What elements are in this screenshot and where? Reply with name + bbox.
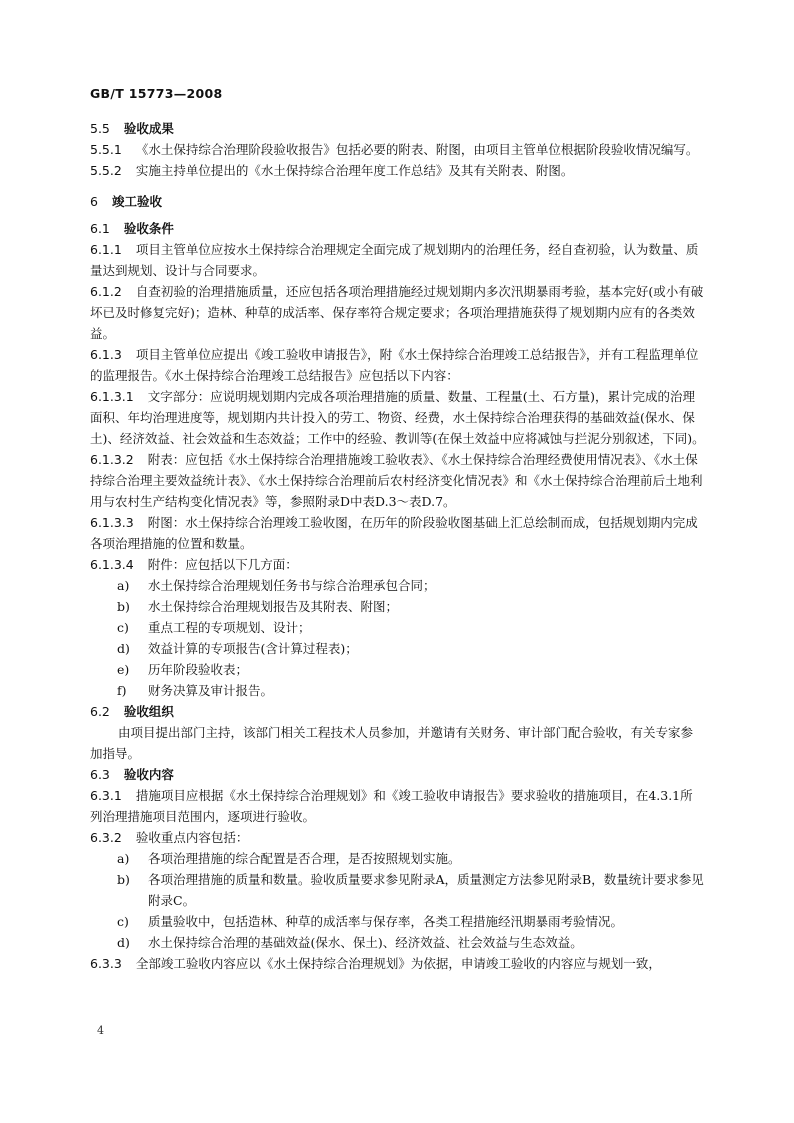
list-item: [90, 575, 705, 596]
clause-paragraph: [90, 281, 705, 344]
body-text: 由项目提出部门主持，该部门相关工程技术人员参加，并邀请有关财务、审计部门配合验收，有关专家参加指导。: [90, 725, 694, 761]
clause-text: 实施主持单位提出的《水土保持综合治理年度工作总结》及其有关附表、附图。: [135, 163, 574, 178]
clause-text: 附件：应包括以下几方面：: [147, 557, 298, 572]
clause-paragraph: [90, 449, 705, 512]
list-item: [90, 932, 705, 953]
list-item-text: 各项治理措施的综合配置是否合理，是否按照规划实施。: [148, 851, 461, 866]
section-number: 6.1: [90, 221, 110, 236]
clause-text: 项目主管单位应按水土保持综合治理规定全面完成了规划期内的治理任务，经自查初验，认为数量、质量达到规划、设计与合同要求。: [90, 242, 699, 278]
clause-text: 验收重点内容包括：: [135, 830, 249, 845]
list-item: [90, 638, 705, 659]
list-item-label: c): [117, 620, 129, 635]
clause-number: 6.1.3: [90, 347, 122, 362]
clause-paragraph: [90, 827, 705, 848]
list-item-label: a): [117, 851, 130, 866]
clause-number: 5.5.2: [90, 163, 122, 178]
list-item-text: 效益计算的专项报告(含计算过程表)；: [148, 641, 358, 656]
clause-number: 6.1.3.4: [90, 557, 134, 572]
section-title: 验收条件: [123, 221, 174, 236]
clause-paragraph: [90, 239, 705, 281]
clause-text: 《水土保持综合治理阶段验收报告》包括必要的附表、附图，由项目主管单位根据阶段验收情况编写。: [135, 142, 699, 157]
list-item: [90, 659, 705, 680]
clause-paragraph: [90, 785, 705, 827]
clause-number: 6.3.2: [90, 830, 122, 845]
clause-paragraph: [90, 386, 705, 449]
clause-number: 6.1.2: [90, 284, 122, 299]
list-item-text: 各项治理措施的质量和数量。验收质量要求参见附录A，质量测定方法参见附录B，数量统计要求参见附录C。: [148, 872, 704, 908]
section-heading: [90, 118, 705, 139]
clause-paragraph: [90, 344, 705, 386]
clause-paragraph: [90, 554, 705, 575]
list-item-text: 重点工程的专项规划、设计；: [148, 620, 311, 635]
page-number: 4: [97, 1024, 104, 1037]
clause-text: 附表：应包括《水土保持综合治理措施竣工验收表》、《水土保持综合治理经费使用情况表》、《水土保持综合治理主要效益统计表》、《水土保持综合治理前后农村经济变化情况表》和《水土保持综合治理前后土地利用与农村生产结构变化情况表》等，参照附录D中表D.3～表D.7。: [90, 452, 703, 509]
clause-number: 6.1.1: [90, 242, 122, 257]
clause-paragraph: [90, 160, 705, 181]
clause-text: 自查初验的治理措施质量，还应包括各项治理措施经过规划期内多次汛期暴雨考验，基本完好(或小有破坏已及时修复完好)；造林、种草的成活率、保存率符合规定要求；各项治理措施获得了规划期内应有的各类效益。: [90, 284, 704, 341]
list-item-label: d): [117, 641, 130, 656]
document-body: [90, 118, 705, 974]
standard-number: GB/T 15773—2008: [90, 86, 223, 101]
section-number: 6.2: [90, 704, 110, 719]
list-item-label: b): [117, 872, 130, 887]
list-item: [90, 680, 705, 701]
list-item: [90, 848, 705, 869]
section-number: 6.3: [90, 767, 110, 782]
clause-paragraph: [90, 953, 705, 974]
section-title: 验收成果: [123, 121, 174, 136]
section-heading: [90, 764, 705, 785]
list-item-text: 水土保持综合治理的基础效益(保水、保土)、经济效益、社会效益与生态效益。: [148, 935, 583, 950]
section-title: 验收内容: [123, 767, 174, 782]
clause-paragraph: [90, 512, 705, 554]
clause-text: 附图：水土保持综合治理竣工验收图，在历年的阶段验收图基础上汇总绘制而成，包括规划期内完成各项治理措施的位置和数量。: [90, 515, 698, 551]
list-item-text: 水土保持综合治理规划任务书与综合治理承包合同；: [148, 578, 436, 593]
section-heading: [90, 191, 705, 212]
list-item: [90, 596, 705, 617]
clause-text: 项目主管单位应提出《竣工验收申请报告》，附《水土保持综合治理竣工总结报告》，并有工程监理单位的监理报告。《水土保持综合治理竣工总结报告》应包括以下内容：: [90, 347, 699, 383]
list-item: [90, 617, 705, 638]
body-paragraph: [90, 722, 705, 764]
section-title: 验收组织: [123, 704, 174, 719]
list-item: [90, 869, 705, 911]
section-heading: [90, 218, 705, 239]
clause-number: 5.5.1: [90, 142, 122, 157]
list-item-label: b): [117, 599, 130, 614]
list-item-label: e): [117, 662, 130, 677]
list-item-text: 质量验收中，包括造林、种草的成活率与保存率，各类工程措施经汛期暴雨考验情况。: [148, 914, 624, 929]
section-heading: [90, 701, 705, 722]
clause-number: 6.1.3.1: [90, 389, 134, 404]
list-item: [90, 911, 705, 932]
clause-number: 6.1.3.3: [90, 515, 134, 530]
clause-text: 措施项目应根据《水土保持综合治理规划》和《竣工验收申请报告》要求验收的措施项目，在4.3.1所列治理措施项目范围内，逐项进行验收。: [90, 788, 693, 824]
clause-number: 6.1.3.2: [90, 452, 134, 467]
list-item-label: a): [117, 578, 130, 593]
clause-paragraph: [90, 139, 705, 160]
list-item-text: 历年阶段验收表；: [148, 662, 249, 677]
list-item-text: 财务决算及审计报告。: [148, 683, 274, 698]
section-number: 6: [90, 194, 98, 209]
list-item-label: d): [117, 935, 130, 950]
list-item-label: c): [117, 914, 129, 929]
list-item-label: f): [117, 683, 127, 698]
clause-text: 全部竣工验收内容应以《水土保持综合治理规划》为依据，申请竣工验收的内容应与规划一致，: [135, 956, 661, 971]
list-item-text: 水土保持综合治理规划报告及其附表、附图；: [148, 599, 399, 614]
clause-number: 6.3.3: [90, 956, 122, 971]
clause-number: 6.3.1: [90, 788, 122, 803]
section-number: 5.5: [90, 121, 110, 136]
section-title: 竣工验收: [111, 194, 162, 209]
clause-text: 文字部分：应说明规划期内完成各项治理措施的质量、数量、工程量(土、石方量)，累计完成的治理面积、年均治理进度等，规划期内共计投入的劳工、物资、经费，水土保持综合治理获得的基础效益(保水、保土)、经济效益、社会效益和生态效益；工作中的经验、教训等(在保土效益中应将减蚀与拦泥分别叙述，下同)。: [90, 389, 705, 446]
